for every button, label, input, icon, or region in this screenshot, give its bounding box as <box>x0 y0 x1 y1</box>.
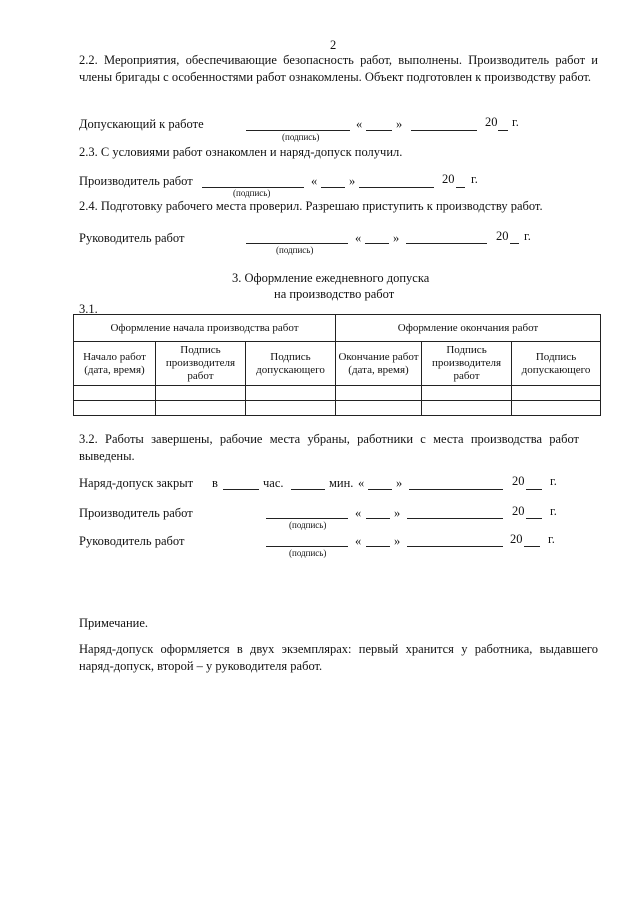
column-header: Начало работ (дата, время) <box>74 342 156 386</box>
year-suffix: г. <box>550 474 557 488</box>
manager-label: Руководитель работ <box>79 231 185 245</box>
table-cell <box>512 386 601 401</box>
table-cell <box>74 401 156 416</box>
signature-caption: (подпись) <box>289 548 327 558</box>
section-3-2-text: 3.2. Работы завершены, рабочие места убраны, работники с места производства работ выведены. <box>79 432 579 463</box>
hours-label: час. <box>263 476 284 490</box>
year-prefix: 20 <box>512 504 525 518</box>
table-cell <box>336 401 422 416</box>
table-cell <box>156 401 246 416</box>
section-2-2-text: 2.2. Мероприятия, обеспечивающие безопасность работ, выполнены. Производитель работ и члены бригады с особенностями работ ознакомлены. Объект подготовлен к производству работ. <box>79 53 598 84</box>
month-line <box>359 186 434 188</box>
table-group-end: Оформление окончания работ <box>336 315 601 342</box>
table-cell <box>246 401 336 416</box>
signature-caption: (подпись) <box>233 188 271 198</box>
day-line <box>321 186 345 188</box>
year-suffix: г. <box>548 532 555 546</box>
year-line <box>510 242 519 244</box>
quote-close: » <box>394 506 401 520</box>
year-prefix: 20 <box>485 115 498 129</box>
month-line <box>407 545 503 547</box>
year-prefix: 20 <box>512 474 525 488</box>
table-cell <box>336 386 422 401</box>
quote-close: » <box>396 476 403 490</box>
month-line <box>406 242 487 244</box>
quote-open: « <box>311 174 318 188</box>
table-row <box>74 386 601 401</box>
manager-signature-line <box>246 242 348 244</box>
year-line <box>524 545 540 547</box>
note-title: Примечание. <box>79 616 149 630</box>
table-cell <box>156 386 246 401</box>
quote-close: » <box>349 174 356 188</box>
quote-close: » <box>396 117 403 131</box>
hour-line <box>223 488 259 490</box>
quote-open: « <box>358 476 365 490</box>
month-line <box>409 488 503 490</box>
admitter-label: Допускающий к работе <box>79 117 204 131</box>
year-suffix: г. <box>471 172 478 186</box>
column-header: Подпись производителя работ <box>156 342 246 386</box>
signature-caption: (подпись) <box>289 520 327 530</box>
signature-caption: (подпись) <box>276 245 314 255</box>
day-line <box>365 242 389 244</box>
month-line <box>407 517 503 519</box>
section-3-1-label: 3.1. <box>79 302 98 316</box>
column-header: Подпись производителя работ <box>422 342 512 386</box>
day-line <box>366 517 390 519</box>
quote-open: « <box>355 534 362 548</box>
year-suffix: г. <box>550 504 557 518</box>
page-number: 2 <box>330 38 337 52</box>
final-manager-label: Руководитель работ <box>79 534 185 548</box>
year-line <box>526 517 542 519</box>
table-row <box>74 401 601 416</box>
closed-at: в <box>212 476 218 490</box>
section-3-title-line2: на производство работ <box>274 287 395 301</box>
quote-open: « <box>355 231 362 245</box>
minute-line <box>291 488 325 490</box>
month-line <box>411 129 477 131</box>
final-producer-signature-line <box>266 517 348 519</box>
column-header: Окончание работ (дата, время) <box>336 342 422 386</box>
year-line <box>498 129 508 131</box>
quote-close: » <box>394 534 401 548</box>
producer-label: Производитель работ <box>79 174 193 188</box>
note-text: Наряд-допуск оформляется в двух экземплярах: первый хранится у работника, выдавшего наряд-допуск, второй – у руководителя работ. <box>79 642 598 673</box>
column-header: Подпись допускающего <box>246 342 336 386</box>
table-cell <box>422 386 512 401</box>
table-group-start: Оформление начала производства работ <box>74 315 336 342</box>
section-3-title-line1: 3. Оформление ежедневного допуска <box>232 271 430 285</box>
year-suffix: г. <box>524 229 531 243</box>
year-prefix: 20 <box>510 532 523 546</box>
minutes-label: мин. <box>329 476 354 490</box>
daily-admission-table <box>73 314 601 416</box>
table-cell <box>422 401 512 416</box>
table-cell <box>74 386 156 401</box>
year-line <box>456 186 465 188</box>
quote-close: » <box>393 231 400 245</box>
table-cell <box>512 401 601 416</box>
section-2-4-text: 2.4. Подготовку рабочего места проверил. Разрешаю приступить к производству работ. <box>79 199 543 213</box>
final-manager-signature-line <box>266 545 348 547</box>
day-line <box>368 488 392 490</box>
day-line <box>366 545 390 547</box>
signature-caption: (подпись) <box>282 132 320 142</box>
table-cell <box>246 386 336 401</box>
section-2-3-text: 2.3. С условиями работ ознакомлен и наряд-допуск получил. <box>79 145 403 159</box>
final-producer-label: Производитель работ <box>79 506 193 520</box>
day-line <box>366 129 392 131</box>
year-prefix: 20 <box>496 229 509 243</box>
admitter-signature-line <box>246 129 350 131</box>
closed-label: Наряд-допуск закрыт <box>79 476 194 490</box>
quote-open: « <box>356 117 363 131</box>
column-header: Подпись допускающего <box>512 342 601 386</box>
quote-open: « <box>355 506 362 520</box>
year-suffix: г. <box>512 115 519 129</box>
year-line <box>526 488 542 490</box>
year-prefix: 20 <box>442 172 455 186</box>
